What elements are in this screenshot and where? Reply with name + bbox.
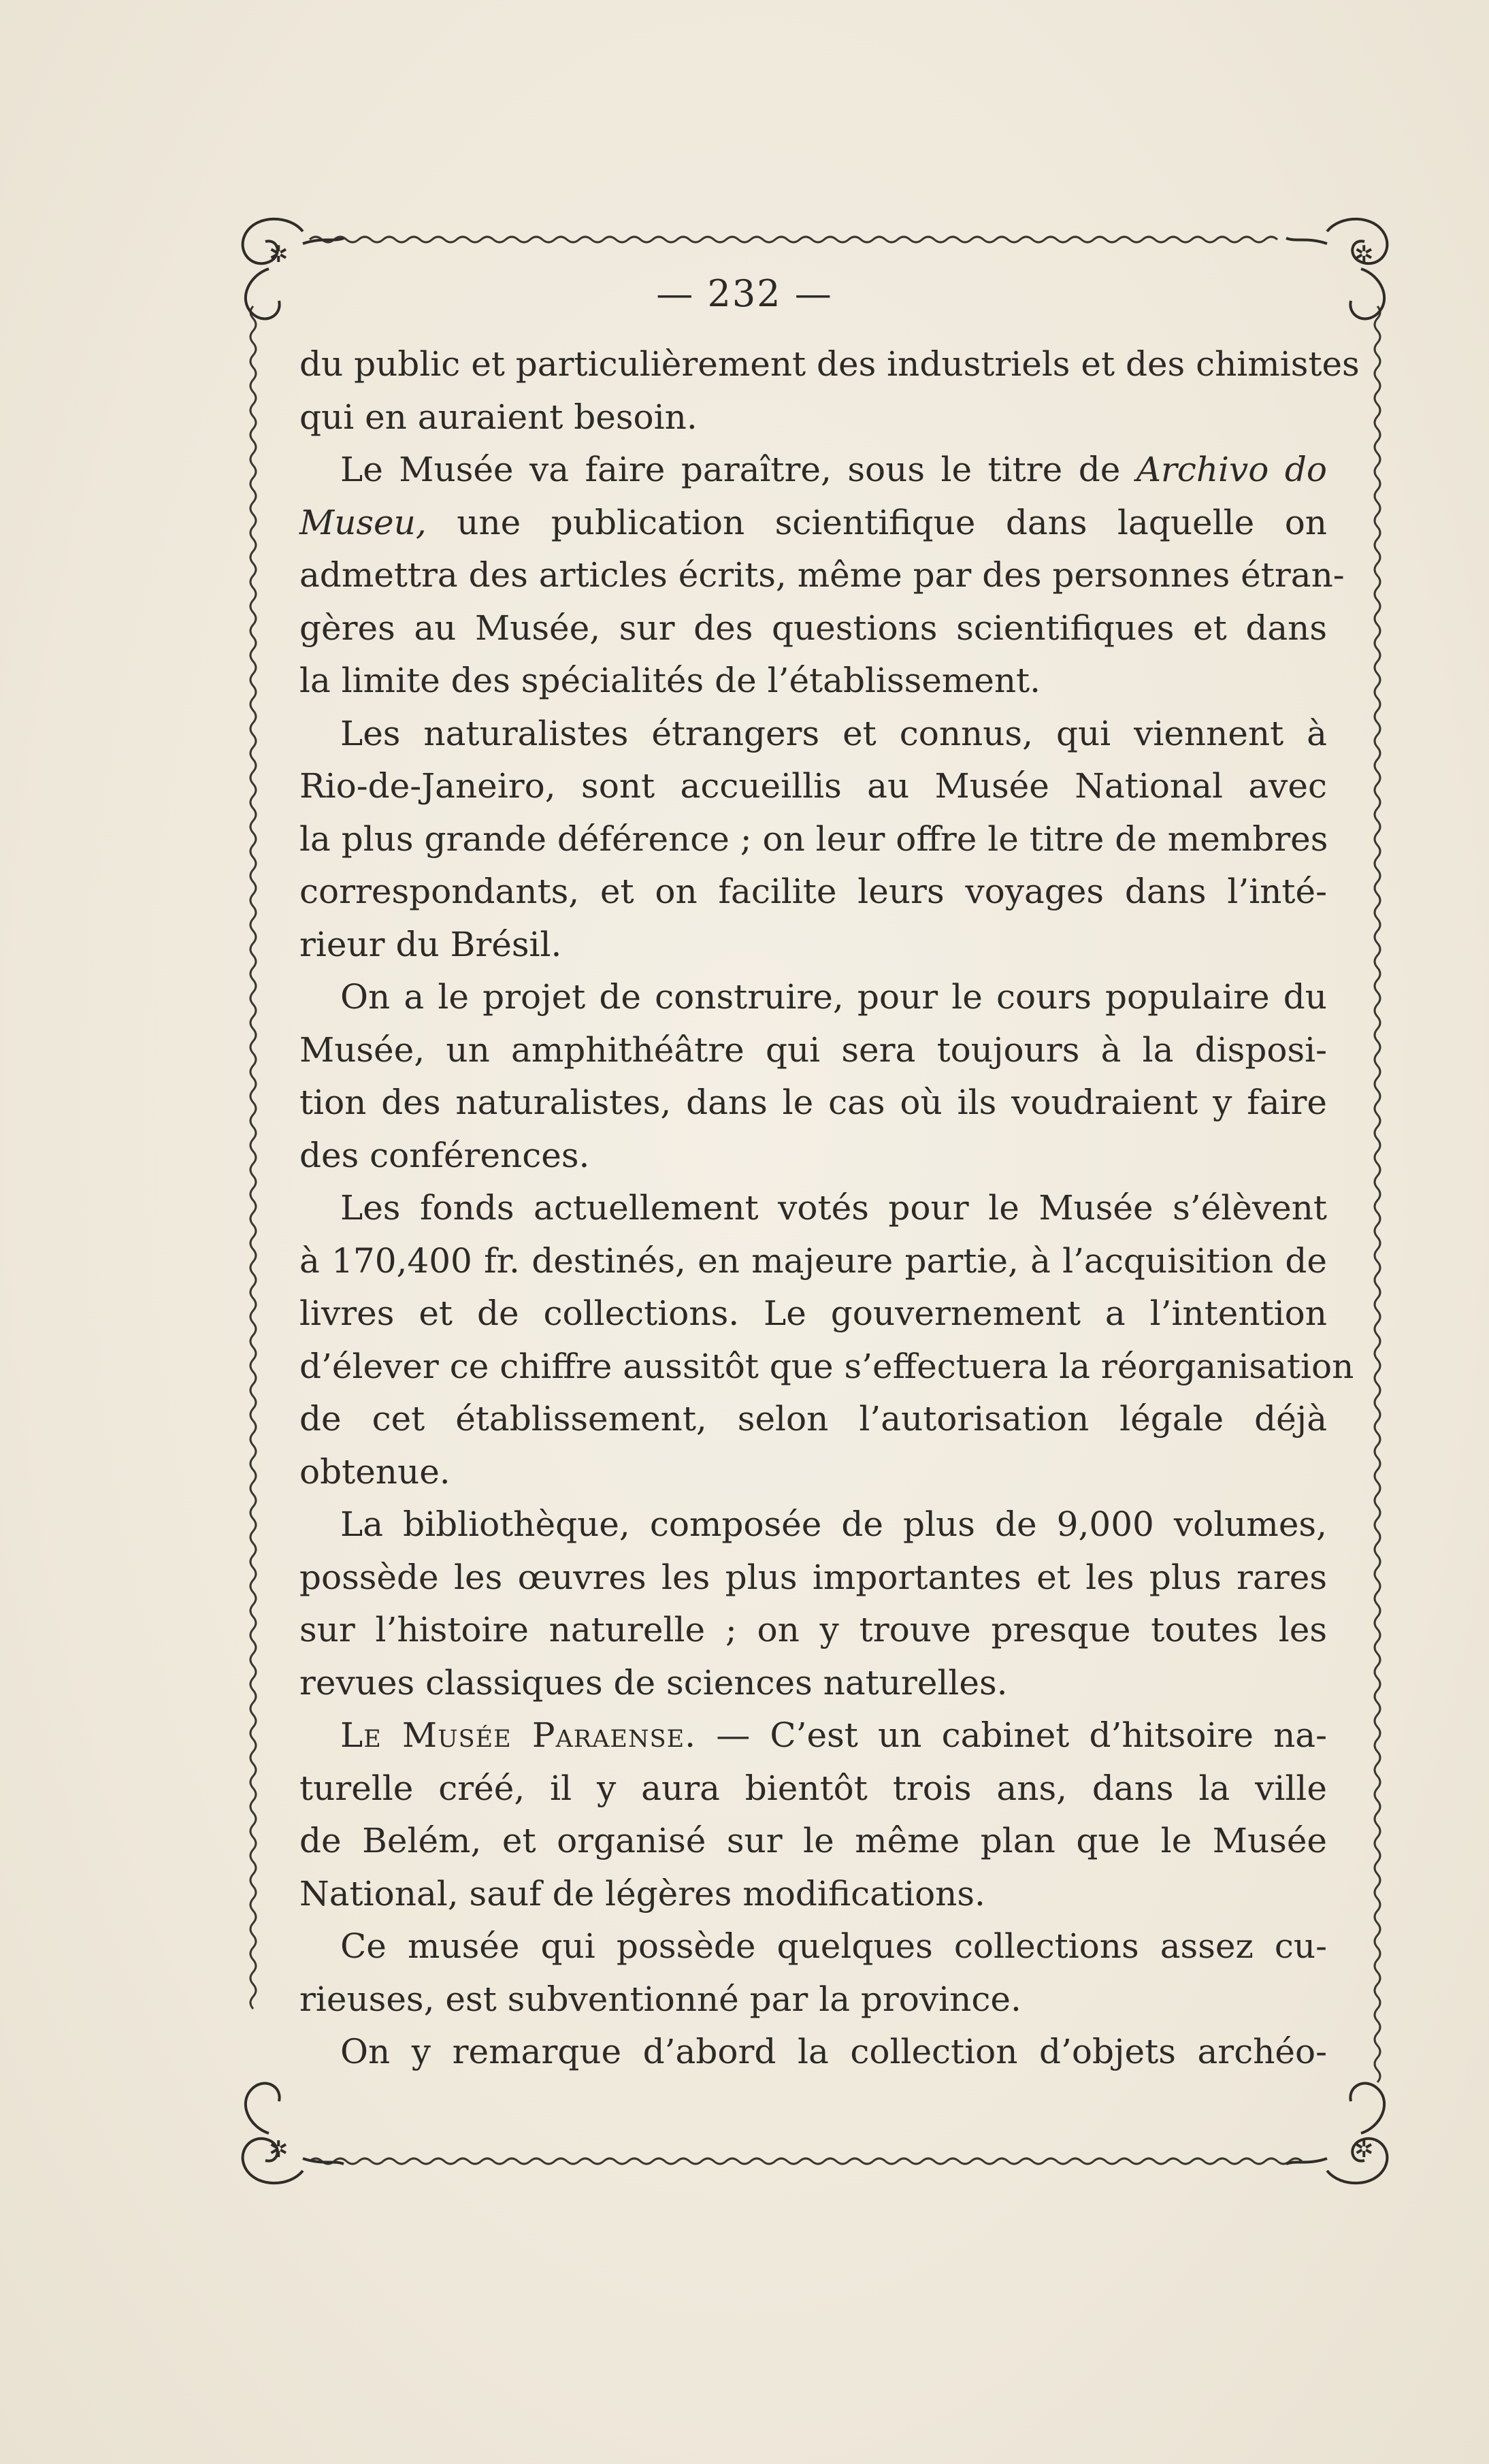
line-text: tion des naturalistes, dans le cas où ils voudraient y faire	[299, 1083, 1327, 1122]
line-text: possède les œuvres les plus importantes et les plus rares	[299, 1557, 1327, 1597]
text-line	[299, 1551, 1327, 1605]
text-line	[299, 1762, 1327, 1816]
line-text: des conférences.	[299, 1135, 590, 1175]
text-line	[299, 2026, 1327, 2079]
italic-title: Archivo do	[1136, 450, 1327, 489]
text-line	[299, 1287, 1327, 1341]
text-line	[299, 655, 1327, 708]
left-wavy-rule	[250, 306, 256, 2009]
line-text: de Belém, et organisé sur le même plan que le Musée	[299, 1821, 1327, 1860]
text-line	[299, 1393, 1327, 1446]
text-line	[299, 1182, 1327, 1235]
line-text: Les fonds actuellement votés pour le Musée s’élèvent	[340, 1188, 1327, 1228]
line-text: une publication scientifique dans laquelle on	[426, 502, 1327, 542]
text-line	[299, 1920, 1327, 1973]
line-text: correspondants, et on facilite leurs voyages dans l’inté-	[299, 872, 1327, 911]
text-line	[299, 1446, 1327, 1499]
line-text: Musée, un amphithéâtre qui sera toujours à la disposi-	[299, 1030, 1327, 1070]
text-line	[299, 708, 1327, 761]
line-text: Le Musée va faire paraître, sous le titre de	[340, 450, 1136, 489]
text-line	[299, 497, 1327, 550]
line-text: sur l’histoire naturelle ; on y trouve presque toutes les	[299, 1610, 1327, 1649]
line-text: Les naturalistes étrangers et connus, qui viennent à	[340, 713, 1327, 753]
line-text: livres et de collections. Le gouvernement a l’intention	[299, 1294, 1327, 1333]
svg-text:✲: ✲	[1354, 241, 1374, 268]
line-text: rieuses, est subventionné par la province.	[299, 1979, 1021, 2019]
corner-ornament-bottom-right	[1286, 2084, 1387, 2184]
text-line	[299, 1604, 1327, 1657]
text-line	[299, 391, 1327, 444]
text-line	[299, 1657, 1327, 1710]
small-caps-heading: Le Musée Paraense.	[340, 1715, 697, 1755]
line-text: turelle créé, il y aura bientôt trois ans, dans la ville	[299, 1768, 1327, 1808]
italic-title: Museu,	[299, 502, 427, 542]
line-text: — C’est un cabinet d’hitsoire na-	[696, 1715, 1327, 1755]
text-line	[299, 1868, 1327, 1921]
line-text: qui en auraient besoin.	[299, 397, 698, 437]
body-text	[299, 338, 1360, 2079]
svg-text:✲: ✲	[269, 241, 289, 268]
line-text: Ce musée qui possède quelques collections assez cu-	[340, 1926, 1327, 1966]
bottom-wavy-rule	[310, 2158, 1302, 2164]
text-line	[299, 549, 1345, 602]
line-text: On y remarque d’abord la collection d’objets archéo-	[340, 2032, 1327, 2071]
line-text: d’élever ce chiffre aussitôt que s’effectuera la réorganisation	[299, 1346, 1354, 1386]
line-text: la limite des spécialités de l’établissement.	[299, 661, 1041, 700]
text-line	[299, 1130, 1327, 1183]
line-text: du public et particulièrement des industriels et des chimistes	[299, 344, 1360, 384]
line-text: rieur du Brésil.	[299, 924, 562, 964]
svg-text:✲: ✲	[1354, 2136, 1374, 2163]
page-number: — 232 —	[656, 272, 833, 315]
text-line	[299, 1235, 1327, 1288]
line-text: à 170,400 fr. destinés, en majeure partie, à l’acquisition de	[299, 1241, 1327, 1281]
text-line	[299, 444, 1327, 497]
text-line	[299, 919, 1327, 972]
text-line	[299, 1077, 1327, 1130]
text-line	[299, 1498, 1327, 1551]
text-line	[299, 1024, 1327, 1077]
text-line	[299, 1973, 1327, 2026]
text-line	[299, 1341, 1354, 1394]
line-text: revues classiques de sciences naturelles.	[299, 1662, 1008, 1703]
text-line	[299, 813, 1327, 866]
right-wavy-rule	[1375, 306, 1380, 2082]
line-text: admettra des articles écrits, même par des personnes étran-	[299, 555, 1345, 595]
line-text: Rio-de-Janeiro, sont accueillis au Musée National avec	[299, 766, 1327, 806]
top-wavy-rule	[310, 237, 1277, 242]
line-text: gères au Musée, sur des questions scientifiques et dans	[299, 608, 1327, 648]
corner-ornament-bottom-left	[243, 2084, 344, 2184]
line-text: National, sauf de légères modifications.	[299, 1873, 985, 1913]
text-line	[299, 760, 1327, 813]
text-line	[299, 602, 1327, 655]
line-text: La bibliothèque, composée de plus de 9,000 volumes,	[340, 1505, 1327, 1544]
text-line	[299, 971, 1327, 1024]
text-line	[299, 866, 1327, 919]
line-text: obtenue.	[299, 1451, 451, 1492]
text-line	[299, 338, 1360, 391]
line-text: On a le projet de construire, pour le cours populaire du	[340, 977, 1327, 1017]
text-line	[299, 1709, 1327, 1762]
text-line	[299, 1815, 1327, 1868]
svg-text:✲: ✲	[269, 2136, 289, 2163]
line-text: la plus grande déférence ; on leur offre le titre de membres	[299, 819, 1328, 859]
line-text: de cet établissement, selon l’autorisation légale déjà	[299, 1399, 1327, 1439]
